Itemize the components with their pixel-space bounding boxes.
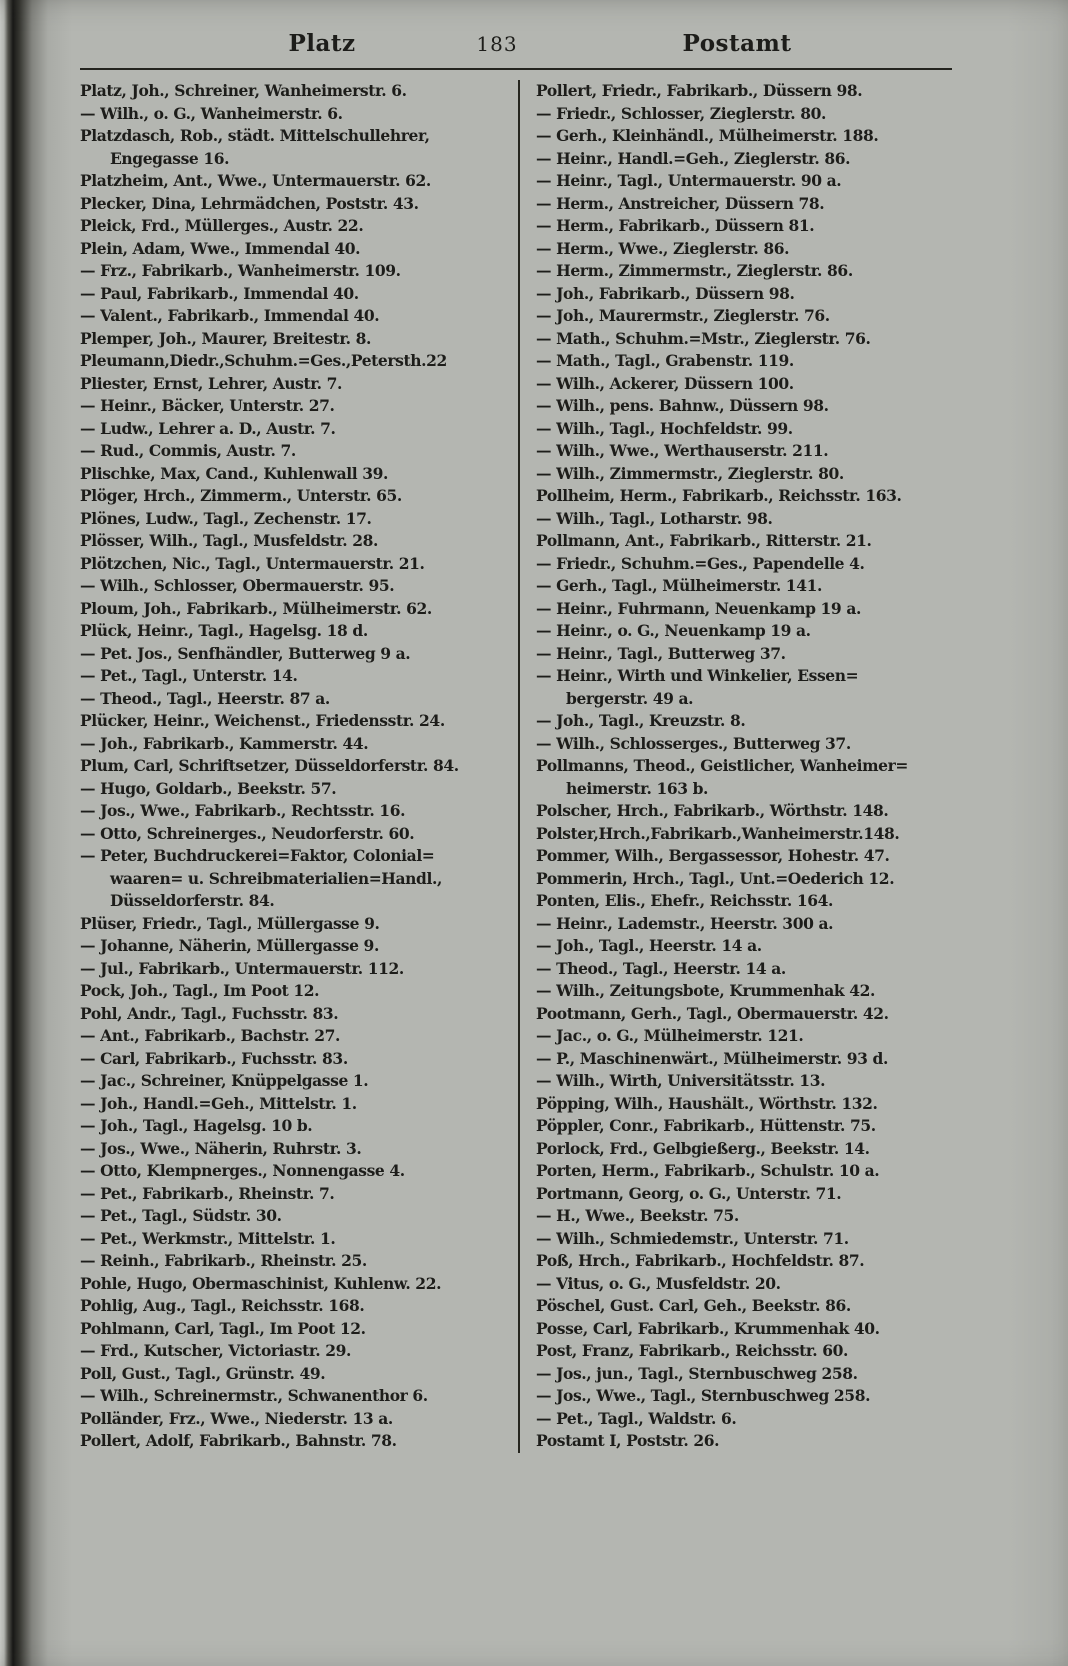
entry-line: Pommerin, Hrch., Tagl., Unt.=Oederich 12. bbox=[536, 868, 895, 888]
entry-line: Pöschel, Gust. Carl, Geh., Beekstr. 86. bbox=[536, 1296, 851, 1315]
directory-entry bbox=[80, 170, 504, 193]
entry-line: — Herm., Anstreicher, Düssern 78. bbox=[536, 193, 825, 213]
entry-line: — Joh., Handl.=Geh., Mittelstr. 1. bbox=[80, 1093, 357, 1113]
entry-line: Ploum, Joh., Fabrikarb., Mülheimerstr. 62. bbox=[80, 598, 432, 618]
directory-entry bbox=[80, 980, 504, 1003]
directory-entry bbox=[80, 800, 504, 823]
directory-entry bbox=[536, 305, 952, 328]
entry-line: — Wilh., Tagl., Lotharstr. 98. bbox=[536, 508, 773, 528]
entry-line-continuation: Engegasse 16. bbox=[110, 148, 230, 168]
entry-line: — Ludw., Lehrer a. D., Austr. 7. bbox=[80, 418, 336, 438]
entry-line: Plein, Adam, Wwe., Immendal 40. bbox=[80, 238, 361, 258]
entry-line: — Math., Schuhm.=Mstr., Zieglerstr. 76. bbox=[536, 328, 871, 348]
entry-line: — Pet., Tagl., Waldstr. 6. bbox=[536, 1408, 737, 1428]
entry-line: Pleumann,Diedr.,Schuhm.=Ges.,Petersth.22 bbox=[80, 351, 447, 370]
entry-line: — Heinr., Lademstr., Heerstr. 300 a. bbox=[536, 913, 834, 933]
entry-line: Pollert, Adolf, Fabrikarb., Bahnstr. 78. bbox=[80, 1431, 397, 1450]
entry-line: — Gerh., Kleinhändl., Mülheimerstr. 188. bbox=[536, 126, 879, 145]
entry-line: — Frd., Kutscher, Victoriastr. 29. bbox=[80, 1341, 351, 1360]
entry-line: — Jos., Wwe., Fabrikarb., Rechtsstr. 16. bbox=[80, 801, 406, 820]
directory-entry bbox=[80, 845, 504, 913]
entry-line: — Joh., Maurermstr., Zieglerstr. 76. bbox=[536, 306, 830, 325]
directory-entry bbox=[80, 1048, 504, 1071]
column-divider bbox=[518, 80, 520, 1453]
entry-line: — Joh., Fabrikarb., Düssern 98. bbox=[536, 283, 795, 303]
entry-line: Pleick, Frd., Müllerges., Austr. 22. bbox=[80, 216, 364, 235]
entry-line: — Hugo, Goldarb., Beekstr. 57. bbox=[80, 778, 337, 798]
entry-line: Ponten, Elis., Ehefr., Reichsstr. 164. bbox=[536, 891, 834, 910]
entry-line: — Ant., Fabrikarb., Bachstr. 27. bbox=[80, 1026, 341, 1045]
directory-entry bbox=[80, 1093, 504, 1116]
entry-line: — Jac., o. G., Mülheimerstr. 121. bbox=[536, 1026, 804, 1045]
page-content bbox=[80, 28, 952, 1453]
entry-line: — Rud., Commis, Austr. 7. bbox=[80, 441, 296, 460]
entry-line: Plück, Heinr., Tagl., Hagelsg. 18 d. bbox=[80, 621, 368, 640]
entry-line: — Vitus, o. G., Musfeldstr. 20. bbox=[536, 1273, 781, 1293]
entry-line: — Wilh., Schmiedemstr., Unterstr. 71. bbox=[536, 1228, 849, 1248]
entry-line: — Wilh., o. G., Wanheimerstr. 6. bbox=[80, 103, 343, 123]
entry-line: — Friedr., Schuhm.=Ges., Papendelle 4. bbox=[536, 553, 865, 573]
entry-line: — Valent., Fabrikarb., Immendal 40. bbox=[80, 306, 380, 325]
entry-line: Poß, Hrch., Fabrikarb., Hochfeldstr. 87. bbox=[536, 1251, 865, 1270]
directory-entry bbox=[80, 1318, 504, 1341]
entry-line: Poll, Gust., Tagl., Grünstr. 49. bbox=[80, 1363, 326, 1383]
directory-entry bbox=[536, 710, 952, 733]
directory-entry bbox=[80, 755, 504, 778]
directory-entry bbox=[536, 1250, 952, 1273]
entry-line: — Jos., Wwe., Näherin, Ruhrstr. 3. bbox=[80, 1138, 362, 1158]
directory-entry bbox=[536, 800, 952, 823]
directory-entry bbox=[80, 1430, 504, 1453]
entry-line: Pöpping, Wilh., Haushält., Wörthstr. 132. bbox=[536, 1093, 878, 1113]
directory-entry bbox=[536, 1070, 952, 1093]
entry-line: — H., Wwe., Beekstr. 75. bbox=[536, 1206, 739, 1225]
directory-entry bbox=[536, 643, 952, 666]
page-header bbox=[80, 28, 952, 64]
entry-line: — Johanne, Näherin, Müllergasse 9. bbox=[80, 936, 379, 955]
entry-line: — Wilh., pens. Bahnw., Düssern 98. bbox=[536, 396, 829, 415]
entry-line-continuation: bergerstr. 49 a. bbox=[566, 688, 694, 708]
page-number: 183 bbox=[476, 32, 518, 56]
entry-line: — Heinr., Fuhrmann, Neuenkamp 19 a. bbox=[536, 598, 861, 618]
entry-line: — Joh., Fabrikarb., Kammerstr. 44. bbox=[80, 733, 369, 753]
header-right-keyword: Postamt bbox=[682, 30, 792, 57]
directory-entry bbox=[536, 755, 952, 800]
directory-entry bbox=[536, 575, 952, 598]
directory-entry bbox=[80, 508, 504, 531]
entry-line: Pohlmann, Carl, Tagl., Im Poot 12. bbox=[80, 1318, 366, 1338]
entry-line: — Heinr., Handl.=Geh., Zieglerstr. 86. bbox=[536, 148, 851, 168]
directory-entry bbox=[536, 1340, 952, 1363]
directory-entry bbox=[80, 1363, 504, 1386]
directory-entry bbox=[80, 373, 504, 396]
entry-line: — Herm., Fabrikarb., Düssern 81. bbox=[536, 216, 815, 235]
directory-entry bbox=[536, 980, 952, 1003]
directory-entry bbox=[80, 1408, 504, 1431]
directory-entry bbox=[536, 1048, 952, 1071]
directory-entry bbox=[536, 935, 952, 958]
entry-line: Postamt I, Poststr. 26. bbox=[536, 1431, 720, 1450]
right-column bbox=[536, 80, 952, 1453]
entry-line: — Herm., Zimmermstr., Zieglerstr. 86. bbox=[536, 261, 853, 280]
directory-entry bbox=[536, 80, 952, 103]
entry-line: Plischke, Max, Cand., Kuhlenwall 39. bbox=[80, 463, 388, 483]
directory-entry bbox=[536, 823, 952, 846]
directory-entry bbox=[536, 328, 952, 351]
directory-entry bbox=[80, 305, 504, 328]
directory-entry bbox=[80, 395, 504, 418]
directory-entry bbox=[536, 373, 952, 396]
entry-line: Polländer, Frz., Wwe., Niederstr. 13 a. bbox=[80, 1408, 393, 1428]
entry-line: Polster,Hrch.,Fabrikarb.,Wanheimerstr.148. bbox=[536, 823, 900, 843]
directory-entry bbox=[80, 80, 504, 103]
directory-entry bbox=[80, 665, 504, 688]
entry-line: — Math., Tagl., Grabenstr. 119. bbox=[536, 351, 794, 370]
directory-entry bbox=[80, 440, 504, 463]
directory-entry bbox=[80, 710, 504, 733]
directory-columns bbox=[80, 80, 952, 1453]
directory-entry bbox=[536, 1273, 952, 1296]
entry-line: — Wilh., Schreinermstr., Schwanenthor 6. bbox=[80, 1386, 428, 1405]
entry-line: — Wilh., Schlosserges., Butterweg 37. bbox=[536, 733, 851, 753]
entry-line: — Pet., Tagl., Unterstr. 14. bbox=[80, 666, 298, 685]
directory-entry bbox=[80, 620, 504, 643]
directory-entry bbox=[80, 1160, 504, 1183]
directory-entry bbox=[80, 958, 504, 981]
directory-entry bbox=[536, 170, 952, 193]
entry-line: — Reinh., Fabrikarb., Rheinstr. 25. bbox=[80, 1251, 367, 1270]
entry-line: Platzheim, Ant., Wwe., Untermauerstr. 62. bbox=[80, 171, 431, 190]
entry-line: — Pet., Fabrikarb., Rheinstr. 7. bbox=[80, 1183, 335, 1203]
directory-entry bbox=[536, 148, 952, 171]
entry-line: — Herm., Wwe., Zieglerstr. 86. bbox=[536, 238, 790, 258]
entry-line: Plecker, Dina, Lehrmädchen, Poststr. 43. bbox=[80, 193, 419, 213]
directory-entry bbox=[80, 575, 504, 598]
entry-line: — Theod., Tagl., Heerstr. 87 a. bbox=[80, 688, 330, 708]
entry-line: — Friedr., Schlosser, Zieglerstr. 80. bbox=[536, 103, 826, 123]
entry-line: Platz, Joh., Schreiner, Wanheimerstr. 6. bbox=[80, 81, 407, 100]
directory-entry bbox=[80, 1385, 504, 1408]
directory-entry bbox=[536, 1115, 952, 1138]
entry-line: — Peter, Buchdruckerei=Faktor, Colonial= bbox=[80, 846, 435, 865]
directory-entry bbox=[80, 935, 504, 958]
entry-line: — Wilh., Zeitungsbote, Krummenhak 42. bbox=[536, 981, 876, 1000]
directory-entry bbox=[80, 1070, 504, 1093]
directory-entry bbox=[536, 283, 952, 306]
directory-entry bbox=[536, 238, 952, 261]
entry-line: — Pet., Tagl., Südstr. 30. bbox=[80, 1206, 282, 1225]
entry-line: Plücker, Heinr., Weichenst., Friedensstr. 24. bbox=[80, 711, 445, 730]
entry-line: — Wilh., Schlosser, Obermauerstr. 95. bbox=[80, 576, 395, 595]
entry-line: — Frz., Fabrikarb., Wanheimerstr. 109. bbox=[80, 261, 401, 280]
entry-line: — Paul, Fabrikarb., Immendal 40. bbox=[80, 283, 359, 303]
entry-line: — Heinr., o. G., Neuenkamp 19 a. bbox=[536, 621, 811, 640]
directory-entry bbox=[536, 1295, 952, 1318]
directory-entry bbox=[80, 913, 504, 936]
directory-entry bbox=[80, 1003, 504, 1026]
directory-entry bbox=[536, 1093, 952, 1116]
directory-entry bbox=[536, 260, 952, 283]
header-rule bbox=[80, 68, 952, 70]
entry-line: Pliester, Ernst, Lehrer, Austr. 7. bbox=[80, 373, 342, 393]
entry-line-continuation: Düsseldorferstr. 84. bbox=[110, 891, 275, 910]
entry-line: Platzdasch, Rob., städt. Mittelschullehrer, bbox=[80, 126, 430, 145]
directory-entry bbox=[536, 1408, 952, 1431]
entry-line: Plötzchen, Nic., Tagl., Untermauerstr. 21. bbox=[80, 553, 425, 573]
entry-line: Pohl, Andr., Tagl., Fuchsstr. 83. bbox=[80, 1003, 339, 1023]
directory-entry bbox=[536, 1430, 952, 1453]
directory-entry bbox=[80, 1295, 504, 1318]
entry-line: — P., Maschinenwärt., Mülheimerstr. 93 d. bbox=[536, 1048, 888, 1068]
entry-line-continuation: waaren= u. Schreibmaterialien=Handl., bbox=[110, 868, 442, 888]
entry-line: — Wilh., Wirth, Universitätsstr. 13. bbox=[536, 1071, 826, 1090]
directory-entry bbox=[536, 845, 952, 868]
directory-entry bbox=[536, 418, 952, 441]
directory-entry bbox=[80, 553, 504, 576]
entry-line: — Gerh., Tagl., Mülheimerstr. 141. bbox=[536, 576, 822, 595]
entry-line: — Otto, Klempnerges., Nonnengasse 4. bbox=[80, 1161, 405, 1180]
entry-line: — Jos., Wwe., Tagl., Sternbuschweg 258. bbox=[536, 1386, 871, 1405]
directory-entry bbox=[536, 1318, 952, 1341]
entry-line: Plum, Carl, Schriftsetzer, Düsseldorferstr. 84. bbox=[80, 756, 459, 775]
directory-entry bbox=[80, 1228, 504, 1251]
directory-entry bbox=[80, 598, 504, 621]
directory-entry bbox=[80, 103, 504, 126]
directory-entry bbox=[80, 1138, 504, 1161]
directory-entry bbox=[80, 260, 504, 283]
entry-line: — Wilh., Tagl., Hochfeldstr. 99. bbox=[536, 418, 793, 438]
entry-line: — Jac., Schreiner, Knüppelgasse 1. bbox=[80, 1071, 369, 1090]
entry-line: Pommer, Wilh., Bergassessor, Hohestr. 47. bbox=[536, 846, 890, 865]
directory-entry bbox=[80, 238, 504, 261]
entry-line-continuation: heimerstr. 163 b. bbox=[566, 778, 709, 798]
entry-line: — Joh., Tagl., Kreuzstr. 8. bbox=[536, 711, 746, 730]
directory-entry bbox=[80, 1273, 504, 1296]
directory-entry bbox=[536, 1138, 952, 1161]
directory-entry bbox=[536, 103, 952, 126]
directory-entry bbox=[80, 328, 504, 351]
entry-line: Pohlig, Aug., Tagl., Reichsstr. 168. bbox=[80, 1296, 365, 1315]
directory-entry bbox=[80, 643, 504, 666]
left-column bbox=[80, 80, 504, 1453]
directory-entry bbox=[536, 1160, 952, 1183]
entry-line: — Jos., jun., Tagl., Sternbuschweg 258. bbox=[536, 1363, 858, 1383]
directory-entry bbox=[536, 665, 952, 710]
directory-entry bbox=[80, 1183, 504, 1206]
directory-entry bbox=[80, 778, 504, 801]
entry-line: Pollheim, Herm., Fabrikarb., Reichsstr. 163. bbox=[536, 486, 902, 505]
directory-entry bbox=[536, 440, 952, 463]
entry-line: Plüser, Friedr., Tagl., Müllergasse 9. bbox=[80, 913, 380, 933]
entry-line: — Carl, Fabrikarb., Fuchsstr. 83. bbox=[80, 1048, 348, 1068]
entry-line: — Heinr., Wirth und Winkelier, Essen= bbox=[536, 666, 859, 685]
entry-line: Porten, Herm., Fabrikarb., Schulstr. 10 a. bbox=[536, 1161, 880, 1180]
directory-entry bbox=[80, 418, 504, 441]
entry-line: Posse, Carl, Fabrikarb., Krummenhak 40. bbox=[536, 1318, 880, 1338]
entry-line: — Pet., Werkmstr., Mittelstr. 1. bbox=[80, 1228, 336, 1248]
directory-entry bbox=[536, 125, 952, 148]
entry-line: — Jul., Fabrikarb., Untermauerstr. 112. bbox=[80, 958, 404, 978]
entry-line: Pohle, Hugo, Obermaschinist, Kuhlenw. 22. bbox=[80, 1273, 442, 1293]
directory-entry bbox=[536, 1183, 952, 1206]
directory-entry bbox=[80, 485, 504, 508]
directory-entry bbox=[536, 463, 952, 486]
directory-entry bbox=[536, 913, 952, 936]
entry-line: — Heinr., Bäcker, Unterstr. 27. bbox=[80, 396, 335, 415]
entry-line: Post, Franz, Fabrikarb., Reichsstr. 60. bbox=[536, 1341, 848, 1360]
directory-entry bbox=[536, 508, 952, 531]
entry-line: — Pet. Jos., Senfhändler, Butterweg 9 a. bbox=[80, 643, 411, 663]
directory-entry bbox=[536, 958, 952, 981]
directory-entry bbox=[536, 395, 952, 418]
entry-line: Pöppler, Conr., Fabrikarb., Hüttenstr. 75. bbox=[536, 1116, 876, 1135]
entry-line: — Wilh., Ackerer, Düssern 100. bbox=[536, 373, 794, 393]
entry-line: — Joh., Tagl., Heerstr. 14 a. bbox=[536, 936, 762, 955]
entry-line: Polscher, Hrch., Fabrikarb., Wörthstr. 148. bbox=[536, 801, 889, 820]
entry-line: Pootmann, Gerh., Tagl., Obermauerstr. 42. bbox=[536, 1003, 889, 1023]
directory-entry bbox=[80, 283, 504, 306]
directory-entry bbox=[536, 350, 952, 373]
entry-line: — Otto, Schreinerges., Neudorferstr. 60. bbox=[80, 823, 415, 843]
directory-entry bbox=[536, 733, 952, 756]
entry-line: Pollmanns, Theod., Geistlicher, Wanheimer= bbox=[536, 756, 908, 775]
entry-line: Plösser, Wilh., Tagl., Musfeldstr. 28. bbox=[80, 531, 379, 550]
entry-line: Plöger, Hrch., Zimmerm., Unterstr. 65. bbox=[80, 486, 402, 505]
entry-line: Plemper, Joh., Maurer, Breitestr. 8. bbox=[80, 328, 372, 348]
entry-line: Pollmann, Ant., Fabrikarb., Ritterstr. 21. bbox=[536, 531, 872, 550]
directory-entry bbox=[80, 530, 504, 553]
entry-line: — Wilh., Zimmermstr., Zieglerstr. 80. bbox=[536, 463, 844, 483]
directory-entry bbox=[536, 215, 952, 238]
header-left-keyword: Platz bbox=[288, 30, 356, 57]
directory-entry bbox=[80, 1340, 504, 1363]
directory-entry bbox=[536, 553, 952, 576]
directory-entry bbox=[536, 1025, 952, 1048]
directory-entry bbox=[536, 1363, 952, 1386]
directory-entry bbox=[536, 1385, 952, 1408]
directory-entry bbox=[80, 1205, 504, 1228]
entry-line: — Wilh., Wwe., Werthauserstr. 211. bbox=[536, 441, 829, 460]
directory-entry bbox=[536, 620, 952, 643]
directory-entry bbox=[536, 530, 952, 553]
directory-entry bbox=[80, 193, 504, 216]
directory-entry bbox=[80, 688, 504, 711]
directory-entry bbox=[536, 598, 952, 621]
directory-entry bbox=[80, 463, 504, 486]
entry-line: Pollert, Friedr., Fabrikarb., Düssern 98. bbox=[536, 81, 863, 100]
entry-line: Pock, Joh., Tagl., Im Poot 12. bbox=[80, 981, 320, 1000]
entry-line: Portmann, Georg, o. G., Unterstr. 71. bbox=[536, 1183, 842, 1203]
entry-line: — Theod., Tagl., Heerstr. 14 a. bbox=[536, 958, 786, 978]
directory-entry bbox=[536, 485, 952, 508]
directory-entry bbox=[80, 350, 504, 373]
directory-entry bbox=[536, 868, 952, 891]
directory-entry bbox=[536, 1228, 952, 1251]
entry-line: — Joh., Tagl., Hagelsg. 10 b. bbox=[80, 1116, 313, 1135]
directory-entry bbox=[536, 1003, 952, 1026]
directory-entry bbox=[80, 1250, 504, 1273]
directory-entry bbox=[80, 1025, 504, 1048]
entry-line: Plönes, Ludw., Tagl., Zechenstr. 17. bbox=[80, 508, 372, 528]
directory-entry bbox=[80, 823, 504, 846]
entry-line: — Heinr., Tagl., Butterweg 37. bbox=[536, 643, 786, 663]
directory-entry bbox=[80, 733, 504, 756]
entry-line: Porlock, Frd., Gelbgießerg., Beekstr. 14. bbox=[536, 1138, 870, 1158]
directory-entry bbox=[536, 1205, 952, 1228]
directory-entry bbox=[536, 193, 952, 216]
directory-entry bbox=[536, 890, 952, 913]
directory-entry bbox=[80, 125, 504, 170]
directory-entry bbox=[80, 215, 504, 238]
directory-entry bbox=[80, 1115, 504, 1138]
entry-line: — Heinr., Tagl., Untermauerstr. 90 a. bbox=[536, 171, 842, 190]
